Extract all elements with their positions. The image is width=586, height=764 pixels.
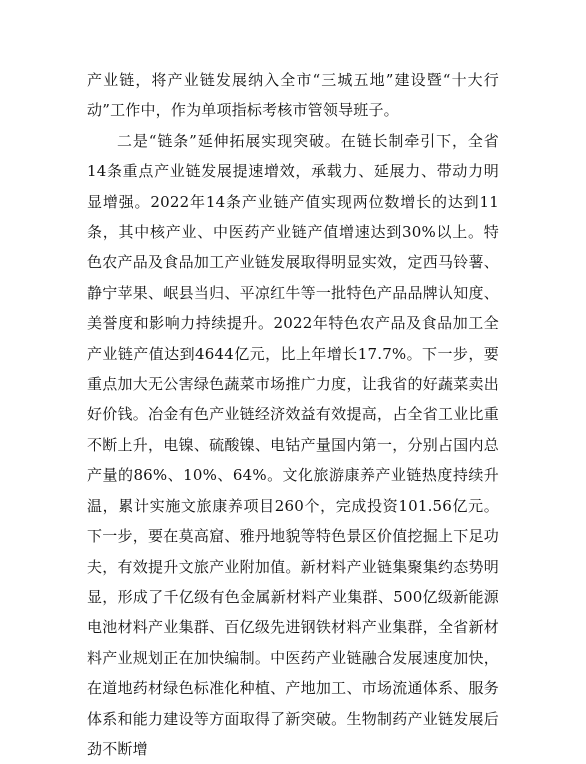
paragraph-chain-extension: 二是“链条”延伸拓展实现突破。在链长制牵引下，全省14条重点产业链发展提速增效，承载力、延展力、带动力明显增强。2022年14条产业链产值实现两位数增长的达到11条，其中核产业、中医药产业链产值增速达到30%以上。特色农产品及食品加工产业链发展取得明显实效，定西马铃薯、静宁苹果、岷县当归、平凉红牛等一批特色产品品牌认知度、美誉度和影响力持续提升。2022年特色农产品及食品加工全产业链产值达到4644亿元，比上年增长17.7%。下一步，要重点加大无公害绿色蔬菜市场推广力度，让我省的好蔬菜卖出好价钱。冶金有色产业链经济效益有效提高，占全省工业比重不断上升，电镍、硫酸镍、电钴产量国内第一，分别占国内总产量的86%、10%、64%。文化旅游康养产业链热度持续升温，累计实施文旅康养项目260个，完成投资101.56亿元。下一步，要在莫高窟、雅丹地貌等特色景区价值挖掘上下足功夫，有效提升文旅产业附加值。新材料产业链集聚集约态势明显，形成了千亿级有色金属新材料产业集群、500亿级新能源电池材料产业集群、百亿级先进钢铁材料产业集群，全省新材料产业规划正在加快编制。中医药产业链融合发展速度加快，在道地药材绿色标准化种植、产地加工、市场流通体系、服务体系和能力建设等方面取得了新突破。生物制药产业链发展后劲不断增 xyxy=(87,131,499,758)
document-body xyxy=(87,65,499,764)
paragraph-continuation: 产业链，将产业链发展纳入全市“三城五地”建设暨“十大行动”工作中，作为单项指标考核市管领导班子。 xyxy=(87,71,499,120)
